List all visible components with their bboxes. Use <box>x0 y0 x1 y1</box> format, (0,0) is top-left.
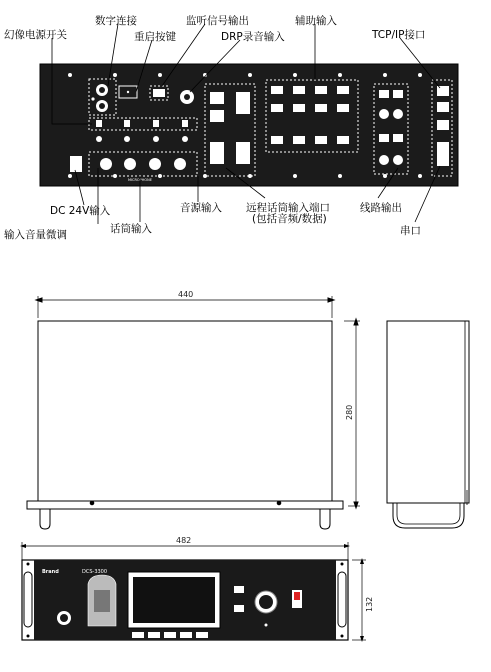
label-remote-mic-port: 远程话筒输入端口 <box>246 202 330 214</box>
label-source-input: 音源输入 <box>180 202 222 214</box>
dim-width-top: 440 <box>178 290 194 299</box>
label-dc-input: DC 24V输入 <box>50 205 111 217</box>
label-aux-input: 辅助输入 <box>295 15 337 27</box>
label-phantom-power: 幻像电源开关 <box>4 29 67 41</box>
label-serial-port: 串口 <box>400 225 421 237</box>
brand-logo-text: Brand <box>42 569 59 575</box>
top-view <box>27 296 360 529</box>
dim-width-front: 482 <box>176 536 192 545</box>
mic-section-caption: MICROPHONE <box>128 178 153 182</box>
front-view <box>20 542 366 642</box>
label-remote-mic-port-note: (包括音频/数据) <box>252 213 327 225</box>
side-view <box>387 321 469 528</box>
label-mic-input: 话筒输入 <box>110 223 152 235</box>
label-monitor-output: 监听信号输出 <box>186 15 249 27</box>
label-drp-record-input: DRP录音输入 <box>221 31 285 43</box>
dim-depth-side: 280 <box>345 404 354 420</box>
label-input-volume-trim: 输入音量微调 <box>4 229 67 241</box>
label-line-output: 线路输出 <box>360 202 402 214</box>
dim-height-front: 132 <box>365 596 374 612</box>
model-text: DCS-3300 <box>82 569 108 575</box>
label-reset-button: 重启按键 <box>134 31 176 43</box>
label-digital-link: 数字连接 <box>95 15 137 27</box>
label-tcpip-port: TCP/IP接口 <box>372 29 426 41</box>
rear-panel <box>40 64 458 186</box>
